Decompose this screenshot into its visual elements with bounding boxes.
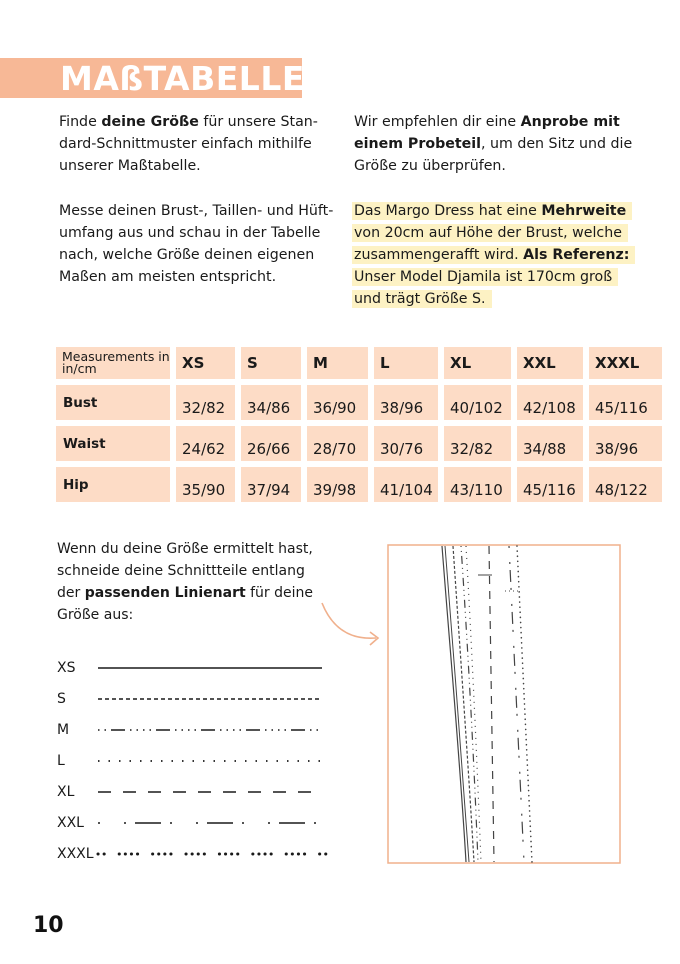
table-cell: 28/70 (307, 426, 368, 461)
reference-text: von 20cm auf Höhe der Brust, welche zusammengerafft wird. (354, 225, 622, 263)
row-label: Bust (56, 385, 170, 420)
reference-text: Das Margo Dress hat eine (354, 203, 542, 219)
measurements-header: Measurements in in/cm (56, 347, 170, 379)
table-cell: 38/96 (374, 385, 438, 420)
arrow-icon (322, 603, 376, 638)
intro-text: Finde (59, 114, 102, 130)
table-cell: 30/76 (374, 426, 438, 461)
intro-text: für unsere Stan-dard-Schnittmuster einfach mithilfe unserer Maßtabelle. (59, 114, 318, 174)
row-label: Hip (56, 467, 170, 502)
size-header: L (374, 347, 438, 379)
table-cell: 41/104 (374, 467, 438, 502)
reference-text: Unser Model Djamila ist 170cm groß und trägt Größe S. (354, 269, 613, 307)
intro-bold: deine Größe (101, 114, 199, 130)
legend-label-xxl: XXL (57, 815, 84, 831)
size-header: XL (444, 347, 511, 379)
legend-label-xs: XS (57, 660, 76, 676)
reference-bold: Als Referenz: (523, 247, 630, 263)
table-cell: 35/90 (176, 467, 235, 502)
cutting-text: Wenn du deine Größe ermittelt hast, schneide deine Schnittteile entlang der (57, 541, 313, 601)
size-header: XXL (517, 347, 583, 379)
table-cell: 45/116 (589, 385, 662, 420)
reference-bold: Mehrweite (541, 203, 627, 219)
intro-text: Messe deinen Brust-, Taillen- und Hüft-umfang aus und schau in der Tabelle nach, welche Größe deinen eigenen Maßen am meisten entspricht. (59, 203, 334, 285)
table-cell: 34/88 (517, 426, 583, 461)
table-cell: 48/122 (589, 467, 662, 502)
cutting-bold: passenden Linienart (84, 585, 246, 601)
table-cell: 34/86 (241, 385, 301, 420)
intro-text: , um den Sitz und die Größe zu überprüfen. (354, 136, 633, 174)
table-cell: 43/110 (444, 467, 511, 502)
cutting-text: für deine Größe aus: (57, 585, 314, 623)
size-header: S (241, 347, 301, 379)
size-header: M (307, 347, 368, 379)
size-header: XXXL (589, 347, 662, 379)
page-number: 10 (33, 913, 64, 938)
table-cell: 24/62 (176, 426, 235, 461)
table-cell: 39/98 (307, 467, 368, 502)
table-cell: 32/82 (444, 426, 511, 461)
table-cell: 36/90 (307, 385, 368, 420)
table-cell: 26/66 (241, 426, 301, 461)
legend-label-l: L (57, 753, 65, 769)
legend-label-xl: XL (57, 784, 75, 800)
intro-bold: Anprobe mit einem Probeteil (354, 114, 620, 152)
legend-label-xxxl: XXXL (57, 846, 94, 862)
pattern-detail-frame (388, 545, 620, 863)
table-cell: 38/96 (589, 426, 662, 461)
table-cell: 42/108 (517, 385, 583, 420)
page-title: MAßTABELLE (60, 59, 305, 98)
row-label: Waist (56, 426, 170, 461)
table-cell: 32/82 (176, 385, 235, 420)
table-cell: 45/116 (517, 467, 583, 502)
legend-label-m: M (57, 722, 70, 738)
intro-text: Wir empfehlen dir eine (354, 114, 521, 130)
legend-label-s: S (57, 691, 66, 707)
size-header: XS (176, 347, 235, 379)
table-cell: 40/102 (444, 385, 511, 420)
table-cell: 37/94 (241, 467, 301, 502)
